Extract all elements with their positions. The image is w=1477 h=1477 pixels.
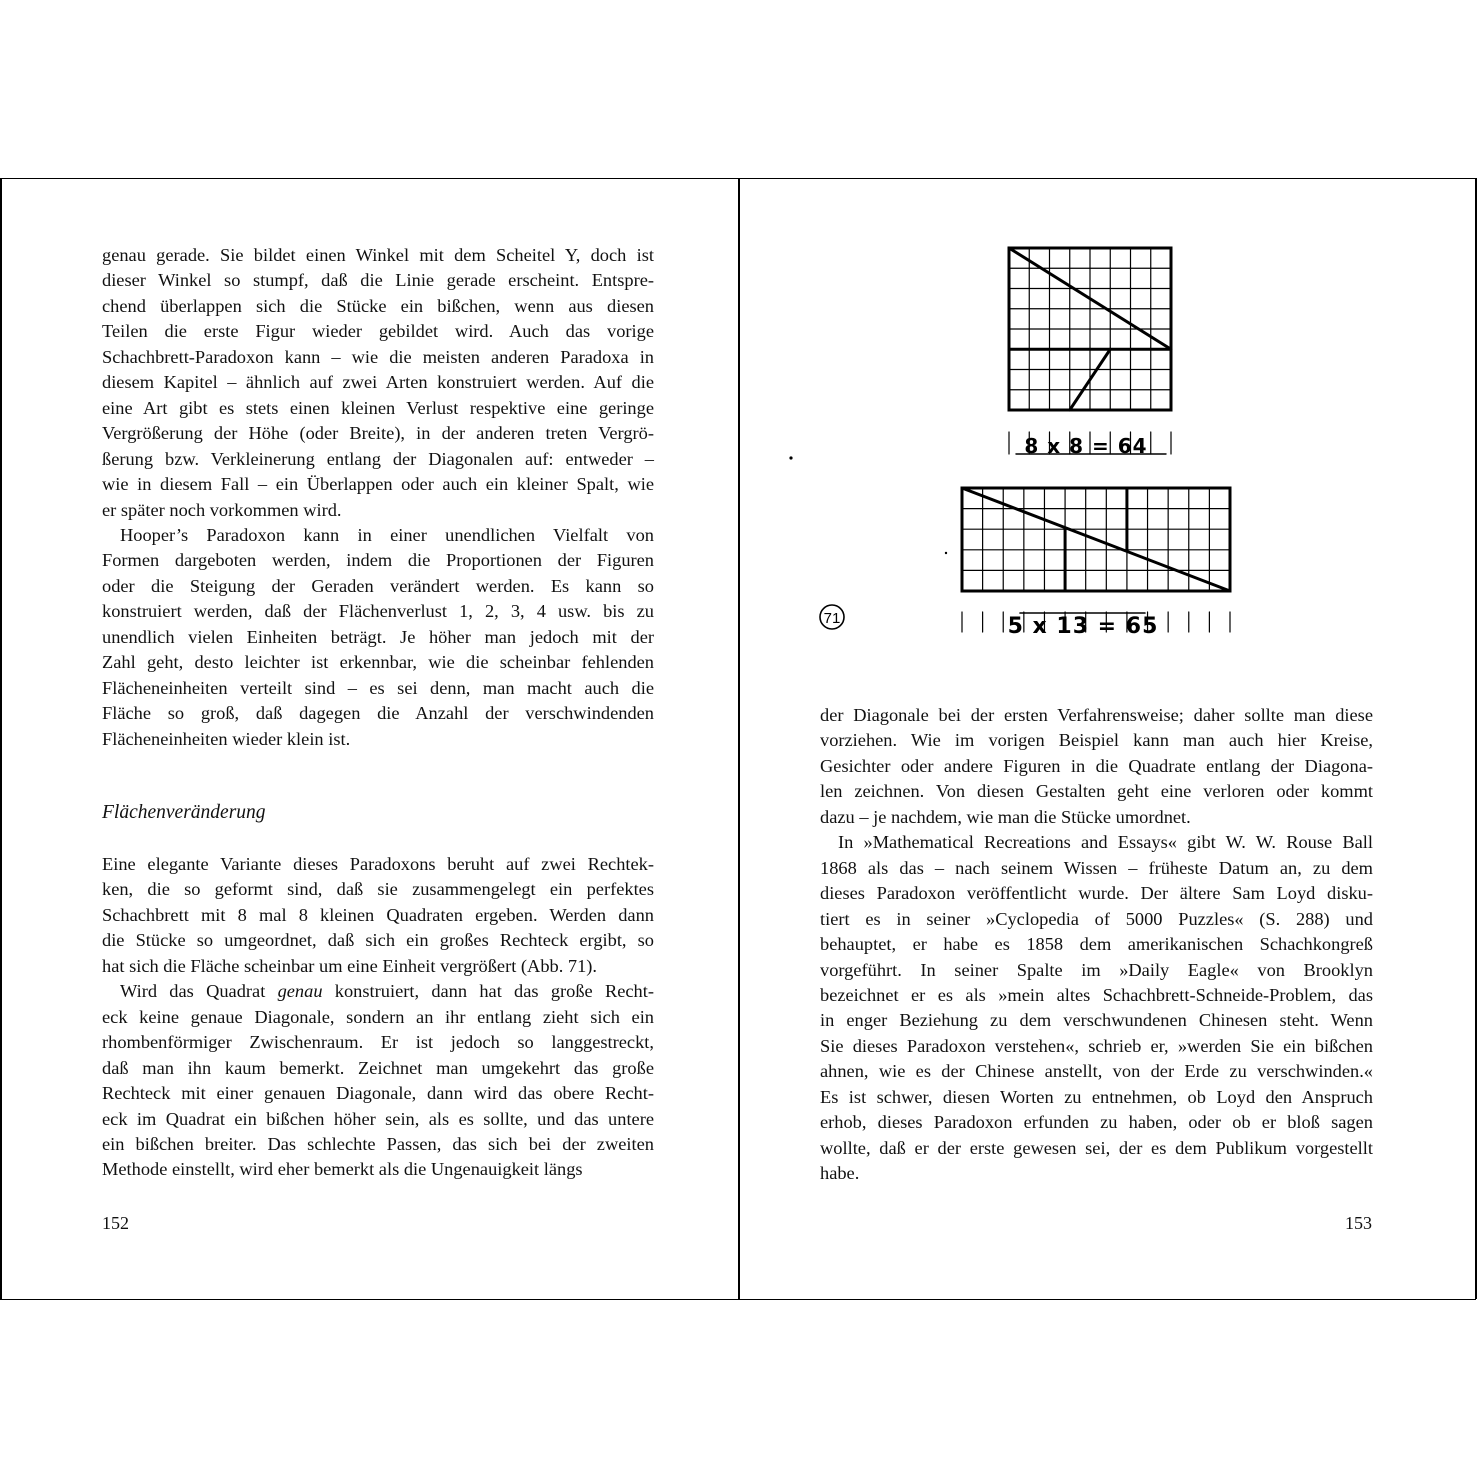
paragraph-line: behauptet, er habe es 1858 dem amerikanischen Schachkongreß xyxy=(820,934,1373,955)
paragraph-line: eck keine genaue Diagonale, sondern an ihr entlang zieht sich ein xyxy=(102,1006,654,1027)
paragraph-line: wie in diesem Fall – ein Überlappen oder auch ein kleiner Spalt, wie xyxy=(102,474,654,495)
paragraph-line: Es ist schwer, diesen Worten zu entnehmen, ob Loyd den Anspruch xyxy=(820,1086,1373,1107)
paragraph-line: ßerung bzw. Verkleinerung entlang der Diagonalen auf: entweder – xyxy=(102,448,654,469)
paragraph-line: Eine elegante Variante dieses Paradoxons beruht auf zwei Rechtek- xyxy=(102,854,654,874)
page-number-left: 152 xyxy=(102,1213,129,1233)
paragraph-line: Formen dargeboten werden, indem die Proportionen der Figuren xyxy=(102,550,654,571)
paragraph-line: Wird das Quadrat genau konstruiert, dann hat das große Recht- xyxy=(120,981,654,1002)
paragraph-line: tiert es in seiner »Cyclopedia of 5000 Puzzles« (S. 288) und xyxy=(820,908,1373,929)
right-page-text xyxy=(820,703,1373,1187)
paragraph-line: Gesichter oder andere Figuren in die Quadrate entlang der Diagona- xyxy=(820,755,1373,776)
paragraph-line: der Diagonale bei der ersten Verfahrensweise; daher sollte man diese xyxy=(820,705,1373,725)
paragraph-line: erhob, dieses Paradoxon erfunden zu haben, oder ob er bloß sagen xyxy=(820,1112,1373,1133)
paragraph-line: daß man ihn kaum bemerkt. Zeichnet man umgekehrt das große xyxy=(102,1057,654,1078)
paragraph-line: Methode einstellt, wird eher bemerkt als die Ungenauigkeit längs xyxy=(102,1159,583,1180)
paragraph-line: Vergrößerung der Höhe (oder Breite), in der anderen treten Vergrö- xyxy=(102,423,654,444)
section-heading: Flächenveränderung xyxy=(102,802,266,823)
paragraph-line: ein bißchen breiter. Das schlechte Passen, das sich bei der zweiten xyxy=(102,1133,654,1154)
paragraph-line: Rechteck mit einer genauen Diagonale, dann wird das obere Recht- xyxy=(102,1083,654,1104)
paragraph-line: habe. xyxy=(820,1163,860,1184)
paragraph-line: konstruiert werden, daß der Flächenverlust 1, 2, 3, 4 usw. bis zu xyxy=(102,601,654,622)
right-paragraph-1 xyxy=(820,703,1373,830)
paragraph-line: vorziehen. Wie im vorigen Beispiel kann man auch hier Kreise, xyxy=(820,730,1373,751)
paragraph-line: Sie dieses Paradoxon verstehen«, schrieb er, »werden Sie ein bißchen xyxy=(820,1035,1373,1056)
paragraph-line: vorgeführt. In seiner Spalte im »Daily Eagle« von Brooklyn xyxy=(820,959,1373,980)
square-8x8-figure xyxy=(1009,248,1171,454)
figure-number-badge xyxy=(820,605,844,629)
label-8x8: 8 x 8 = 64 xyxy=(1024,434,1148,458)
paragraph-line: Schachbrett mit 8 mal 8 kleinen Quadraten ergeben. Werden dann xyxy=(102,904,654,925)
paragraph-line: eine Art gibt es stets einen kleinen Verlust respektive eine geringe xyxy=(102,397,654,418)
paragraph-line: dieser Winkel so stumpf, daß die Linie gerade erscheint. Entspre- xyxy=(102,270,654,291)
paragraph-line: chend überlappen sich die Stücke ein bißchen, wenn aus diesen xyxy=(102,295,654,316)
paragraph-line: dazu – je nachdem, wie man die Stücke umordnet. xyxy=(820,806,1191,827)
paragraph-line: bezeichnet er es als »mein altes Schachbrett-Schneide-Problem, das xyxy=(820,984,1373,1005)
paragraph-line: Hooper’s Paradoxon kann in einer unendlichen Vielfalt von xyxy=(120,524,654,545)
paragraph-line: die Stücke so umgeordnet, daß sich ein großes Rechteck ergibt, so xyxy=(102,930,654,951)
paragraph-line: Teilen die erste Figur wieder gebildet wird. Auch das vorige xyxy=(102,321,654,342)
paragraph-line: eck im Quadrat ein bißchen höher sein, als es sollte, und das untere xyxy=(102,1108,654,1129)
paragraph-line: Zahl geht, desto leichter ist erkennbar, wie die scheinbar fehlenden xyxy=(102,652,654,673)
figure-number: 71 xyxy=(823,610,841,627)
ink-dot xyxy=(945,552,947,554)
paragraph-line: In »Mathematical Recreations and Essays« gibt W. W. Rouse Ball xyxy=(838,832,1373,853)
rectangle-5x13-figure xyxy=(962,488,1230,632)
paragraph-line: genau gerade. Sie bildet einen Winkel mit dem Scheitel Y, doch ist xyxy=(102,245,654,265)
paragraph-line: diesem Kapitel – ähnlich auf zwei Arten konstruiert werden. Auf die xyxy=(102,372,654,393)
paragraph-line: 1868 als das – nach seinem Wissen – früheste Datum an, zu dem xyxy=(820,857,1373,878)
paragraph-line: unendlich vielen Einheiten beträgt. Je höher man jedoch mit der xyxy=(102,626,654,647)
paragraph-line: len zeichnen. Von diesen Gestalten geht eine verloren oder kommt xyxy=(820,781,1373,802)
paragraph-line: dieses Paradoxon veröffentlicht wurde. Der ältere Sam Loyd disku- xyxy=(820,883,1373,904)
paragraph-line: Schachbrett-Paradoxon kann – wie die meisten anderen Paradoxa in xyxy=(102,346,654,367)
paragraph-line: Flächeneinheiten wieder klein ist. xyxy=(102,728,351,749)
paragraph-line: oder die Steigung der Geraden verändert werden. Es kann so xyxy=(102,575,654,596)
paragraph-line: Fläche so groß, daß dagegen die Anzahl der verschwindenden xyxy=(102,703,654,724)
ink-dot xyxy=(789,456,792,459)
paragraph-line: Flächeneinheiten verteilt sind – es sei denn, man macht auch die xyxy=(102,677,654,698)
paragraph-line: er später noch vorkommen wird. xyxy=(102,499,342,520)
paragraph-line: rhombenförmiger Zwischenraum. Er ist jedoch so langgestreckt, xyxy=(102,1032,654,1053)
label-5x13: 5 x 13 = 65 xyxy=(1007,614,1159,639)
paragraph-line: in enger Beziehung zu dem verschwundenen Chinesen steht. Wenn xyxy=(820,1010,1373,1031)
page-number-right: 153 xyxy=(1345,1213,1372,1233)
paragraph-line: wollte, daß er der erste gewesen sei, der es dem Publikum vorgestellt xyxy=(820,1137,1373,1158)
right-paragraph-2 xyxy=(820,830,1373,1186)
paragraph-line: ahnen, wie es der Chinese anstellt, von der Erde zu verschwinden.« xyxy=(820,1061,1373,1082)
paragraph-line: ken, die so geformt sind, daß sie zusammengelegt ein perfektes xyxy=(102,879,654,900)
paragraph-line: hat sich die Fläche scheinbar um eine Einheit vergrößert (Abb. 71). xyxy=(102,955,598,976)
cut-line-diagonal xyxy=(962,488,1230,591)
